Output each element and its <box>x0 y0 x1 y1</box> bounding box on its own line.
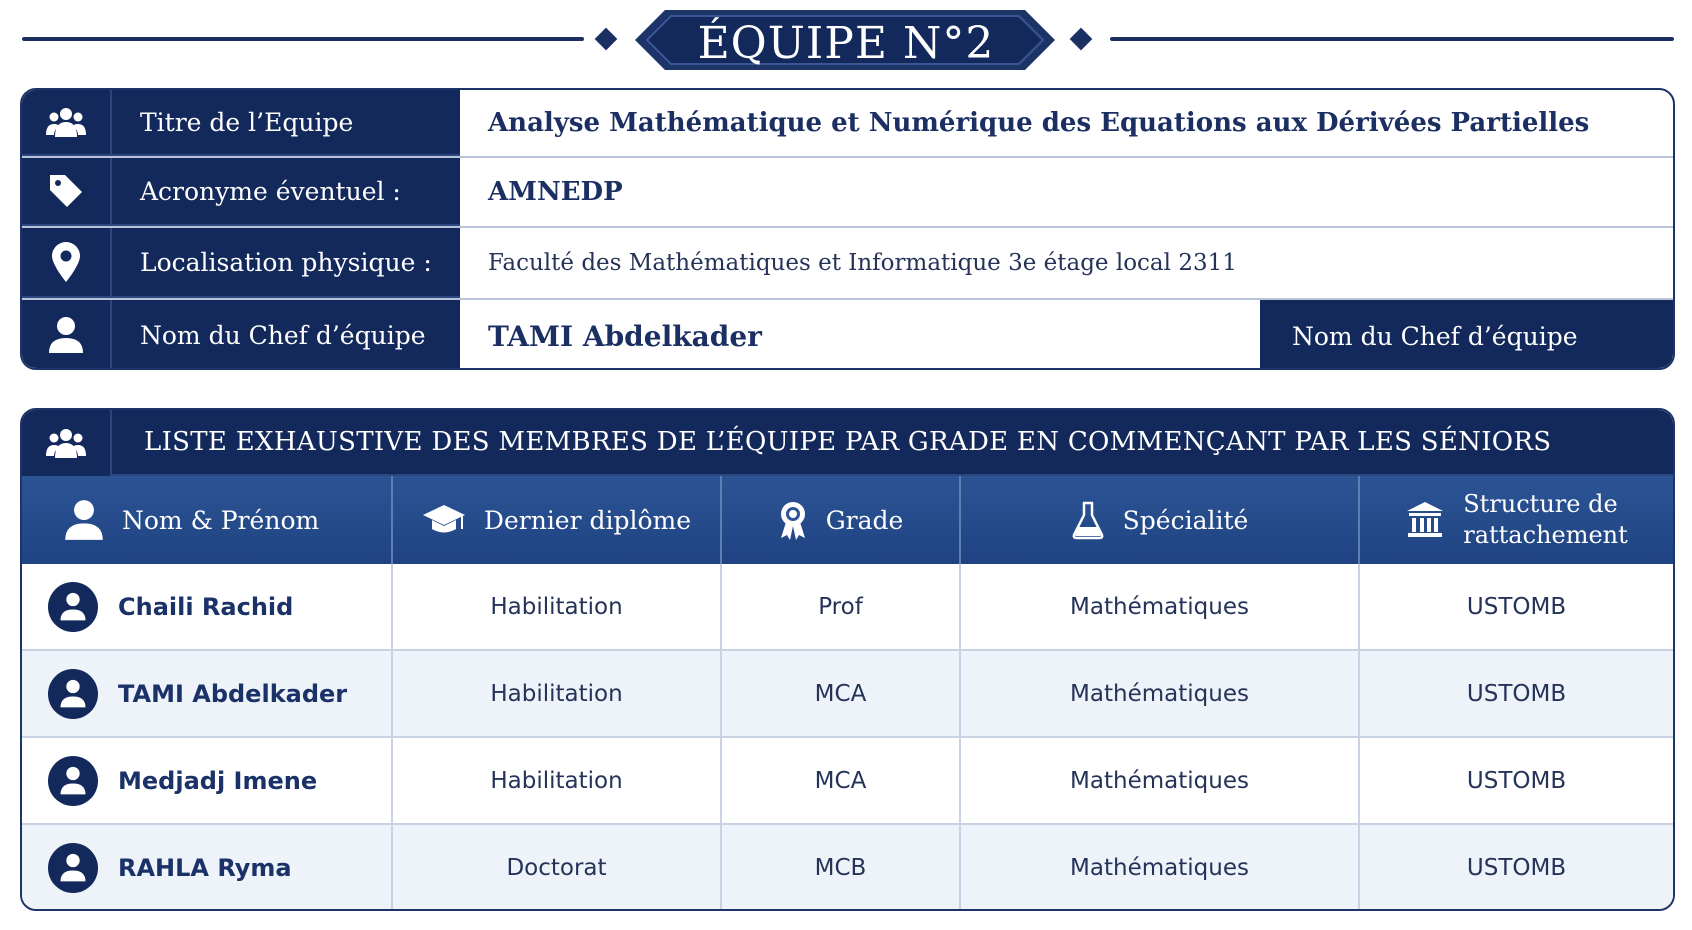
member-name: Medjadj Imene <box>118 766 318 795</box>
member-structure: USTOMB <box>1466 680 1567 707</box>
column-header-structure-label: Structure de rattachement <box>1463 490 1628 549</box>
location-value: Faculté des Mathématiques et Informatique 3e étage local 2311 <box>488 250 1237 276</box>
member-name: TAMI Abdelkader <box>118 679 348 708</box>
leader-label: Nom du Chef d’équipe <box>112 300 460 370</box>
column-header-name <box>22 476 393 564</box>
member-name-cell <box>22 651 393 736</box>
column-header-specialty-label: Spécialité <box>1122 505 1249 535</box>
team-info-box <box>20 88 1675 370</box>
info-row-acronym <box>22 158 1673 228</box>
member-structure: USTOMB <box>1466 593 1567 620</box>
member-name-cell <box>22 564 393 649</box>
column-header-grade-label: Grade <box>825 505 904 535</box>
graduation-cap-icon <box>422 503 466 537</box>
column-header-specialty <box>961 476 1360 564</box>
member-specialty: Mathématiques <box>961 564 1360 649</box>
member-diploma: Habilitation <box>393 651 722 736</box>
acronym-value: AMNEDP <box>488 177 623 207</box>
column-header-grade <box>722 476 961 564</box>
user-icon <box>64 499 104 541</box>
avatar-user-icon <box>48 756 98 806</box>
leader-value: TAMI Abdelkader <box>488 319 762 353</box>
member-name-cell <box>22 825 393 910</box>
leader-aside-label: Nom du Chef d’équipe <box>1260 300 1673 370</box>
info-row-team-title <box>22 90 1673 158</box>
table-row <box>22 651 1673 738</box>
title-rule-right <box>1110 37 1674 41</box>
flask-icon <box>1071 500 1105 540</box>
table-body <box>22 564 1673 910</box>
member-specialty: Mathématiques <box>961 825 1360 910</box>
tag-icon <box>22 158 112 226</box>
members-title: LISTE EXHAUSTIVE DES MEMBRES DE L’ÉQUIPE PAR GRADE EN COMMENÇANT PAR LES SÉNIORS <box>144 427 1552 457</box>
team-title-label: Titre de l’Equipe <box>112 90 460 156</box>
members-header <box>22 410 1673 476</box>
column-header-name-label: Nom & Prénom <box>122 505 320 535</box>
member-diploma: Doctorat <box>393 825 722 910</box>
avatar-user-icon <box>48 843 98 893</box>
location-pin-icon <box>22 228 112 298</box>
diamond-ornament-left <box>595 28 618 51</box>
member-grade: MCB <box>722 825 961 910</box>
member-name-cell <box>22 738 393 823</box>
column-header-diploma <box>393 476 722 564</box>
info-row-location <box>22 228 1673 300</box>
member-structure: USTOMB <box>1466 767 1567 794</box>
member-grade: Prof <box>722 564 961 649</box>
member-name: RAHLA Ryma <box>118 853 292 882</box>
table-column-headers <box>22 476 1673 564</box>
user-icon <box>22 300 112 370</box>
table-row <box>22 825 1673 910</box>
avatar-user-icon <box>48 582 98 632</box>
title-banner <box>0 0 1692 80</box>
table-row <box>22 564 1673 651</box>
diamond-ornament-right <box>1070 28 1093 51</box>
acronym-label: Acronyme éventuel : <box>112 158 460 226</box>
members-table <box>20 408 1675 911</box>
team-title-value: Analyse Mathématique et Numérique des Equations aux Dérivées Partielles <box>488 108 1590 138</box>
group-icon <box>22 90 112 156</box>
column-header-diploma-label: Dernier diplôme <box>483 505 692 535</box>
member-diploma: Habilitation <box>393 738 722 823</box>
info-row-leader <box>22 300 1673 370</box>
member-grade: MCA <box>722 651 961 736</box>
member-structure: USTOMB <box>1466 854 1567 881</box>
institution-icon <box>1405 500 1445 540</box>
member-name: Chaili Rachid <box>118 592 294 621</box>
column-header-structure <box>1360 476 1673 564</box>
member-specialty: Mathématiques <box>961 738 1360 823</box>
member-grade: MCA <box>722 738 961 823</box>
member-specialty: Mathématiques <box>961 651 1360 736</box>
award-ribbon-icon <box>778 500 808 540</box>
location-label: Localisation physique : <box>112 228 460 298</box>
page-title: ÉQUIPE N°2 <box>697 17 995 69</box>
table-row <box>22 738 1673 825</box>
avatar-user-icon <box>48 669 98 719</box>
group-icon <box>22 410 112 476</box>
title-rule-left <box>22 37 584 41</box>
member-diploma: Habilitation <box>393 564 722 649</box>
